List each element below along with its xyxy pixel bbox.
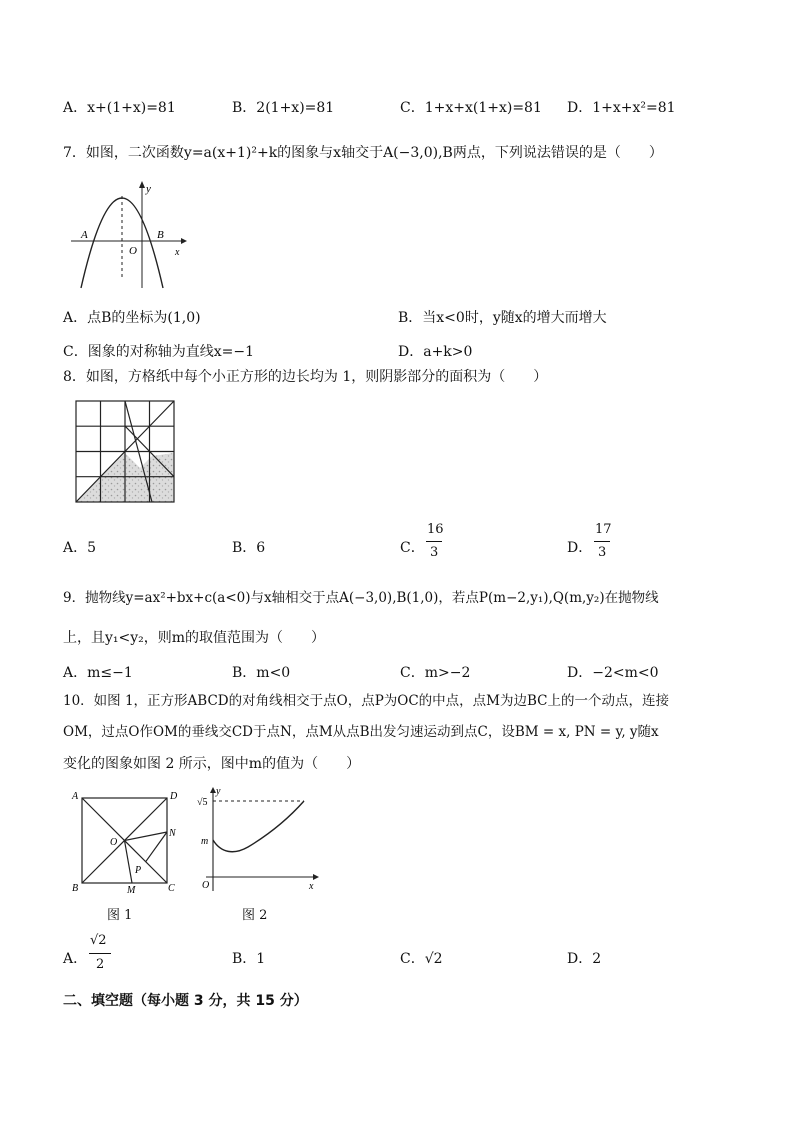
fig1-label-m: M (127, 885, 136, 895)
q10-option-d: D．2 (567, 951, 602, 967)
fig2-x-label: x (309, 881, 314, 892)
fig1-label-b: B (72, 883, 79, 894)
q8-stem: 8．如图，方格纸中每个小正方形的边长均为 1，则阴影部分的面积为（ ） (63, 369, 548, 385)
q10-option-a-fraction-bar (89, 953, 111, 954)
fig2-origin-label: O (202, 880, 210, 891)
q10-option-b: B．1 (232, 951, 266, 967)
fig1-label-c: C (168, 883, 175, 894)
fig2-m-label: m (201, 836, 209, 847)
q10-figure-2 (196, 785, 321, 895)
q8-grid-figure (74, 398, 178, 505)
q7-fig-a-label: A (81, 229, 88, 241)
fig1-label-p: P (135, 865, 142, 876)
q8-option-c-fraction-bar (426, 541, 442, 542)
q10-option-a-prefix: A． (63, 951, 88, 967)
q8-option-a: A．5 (63, 540, 97, 556)
fig1-label-a: A (72, 791, 79, 802)
q7-option-c: C．图象的对称轴为直线x=−1 (63, 344, 254, 360)
fig2-sqrt5-label: √5 (197, 797, 208, 808)
q7-parabola-figure (63, 178, 188, 290)
q10-stem-line2: OM，过点O作OM的垂线交CD于点N，点M从点B出发匀速运动到点C，设BM = x, PN = y, y随x (63, 724, 659, 740)
q7-fig-y-label: y (146, 183, 151, 195)
fig2-y-label: y (216, 786, 221, 797)
q8-option-d-denominator: 3 (598, 545, 607, 560)
fig1-label-o: O (110, 837, 118, 848)
q10-figure-1 (68, 785, 188, 895)
q9-stem-line1: 9．抛物线y=ax²+bx+c(a<0)与x轴相交于点A(−3,0),B(1,0)，若点P(m−2,y₁),Q(m,y₂)在抛物线 (63, 590, 659, 606)
q9-option-b: B．m<0 (232, 665, 291, 681)
q6-option-a: A．x+(1+x)=81 (63, 100, 176, 116)
fig1-caption: 图 1 (107, 908, 133, 923)
q10-stem-line1: 10．如图 1，正方形ABCD的对角线相交于点O，点P为OC的中点，点M为边BC上的一个动点，连接 (63, 693, 670, 709)
q7-fig-x-label: x (175, 247, 180, 258)
q9-option-d: D．−2<m<0 (567, 665, 659, 681)
fig1-label-d: D (170, 791, 178, 802)
fig2-caption: 图 2 (242, 908, 268, 923)
q9-stem-line2: 上，且y₁<y₂，则m的取值范围为（ ） (63, 630, 326, 646)
q10-option-a-numerator: √2 (90, 933, 107, 948)
q8-option-c-denominator: 3 (430, 545, 439, 560)
q6-option-d: D．1+x+x²=81 (567, 100, 676, 116)
q7-option-b: B．当x<0时，y随x的增大而增大 (398, 310, 607, 326)
q6-option-b: B．2(1+x)=81 (232, 100, 335, 116)
q7-fig-origin-label: O (129, 245, 137, 257)
shaded-region (76, 453, 150, 502)
q10-stem-line3: 变化的图象如图 2 所示，图中m的值为（ ） (63, 756, 361, 772)
q8-option-c-prefix: C． (400, 540, 425, 556)
q10-option-a-denominator: 2 (96, 957, 105, 972)
q7-stem: 7．如图，二次函数y=a(x+1)²+k的图象与x轴交于A(−3,0),B两点，下列说法错误的是（ ） (63, 145, 663, 161)
section-2-heading: 二、填空题（每小题 3 分，共 15 分） (63, 993, 308, 1009)
q9-option-a: A．m≤−1 (63, 665, 133, 681)
q8-option-c-numerator: 16 (427, 522, 444, 537)
q7-option-a: A．点B的坐标为(1,0) (63, 310, 201, 326)
q6-option-c: C．1+x+x(1+x)=81 (400, 100, 542, 116)
q7-fig-b-label: B (157, 229, 164, 241)
q10-option-c: C．√2 (400, 951, 443, 967)
q7-option-d: D．a+k>0 (398, 344, 473, 360)
q9-option-c: C．m>−2 (400, 665, 471, 681)
q8-option-d-prefix: D． (567, 540, 593, 556)
fig1-label-n: N (169, 828, 176, 839)
q8-option-d-numerator: 17 (595, 522, 612, 537)
q8-option-b: B．6 (232, 540, 266, 556)
q8-option-d-fraction-bar (594, 541, 610, 542)
